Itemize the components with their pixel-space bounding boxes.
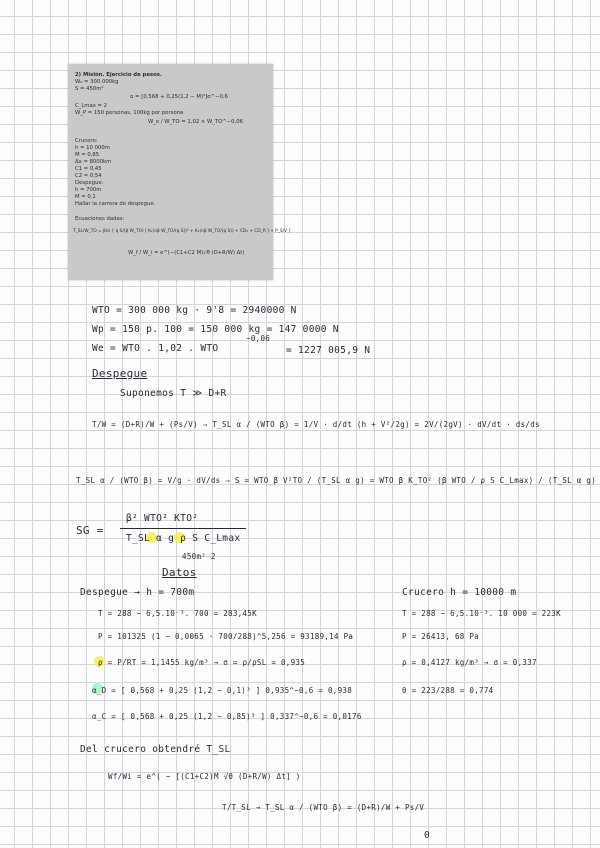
we-formula: W_e / W_TO = 1,02 × W_TO^−0,06 xyxy=(148,119,243,125)
cruise-m: M = 0,85 xyxy=(75,152,100,158)
alpha-takeoff: α_D = [ 0,568 + 0,25 (1,2 − 0,1)³ ] 0,935^−0,6 = 0,938 xyxy=(92,686,353,695)
cruise-dx: Δx = 8000km xyxy=(75,159,112,165)
cruise-c2: C2 = 0,54 xyxy=(75,173,102,179)
thrust-relation: T/T_SL → T_SL α / (WTO β) = (D+R)/W + Ps/V xyxy=(222,803,425,812)
alpha-formula: α = [0,568 + 0,25(1,2 − M)³]σ^−0,6 xyxy=(130,94,228,100)
eq-fuel: W_f / W_i = e^(−(C1+C2 M)√θ (D+R/W) Δt) xyxy=(128,250,245,256)
ask: Hallar la carrera de despegue. xyxy=(75,201,156,207)
wp-line: Wp = 150 p. 100 = 150 000 kg = 147 0000 N xyxy=(92,324,339,335)
sg-label: SG = xyxy=(76,524,104,537)
takeoff-m: M = 0,1 xyxy=(75,194,96,200)
sg-fraction-bar xyxy=(120,528,246,529)
fuel-fraction-equation: Wf/Wi = e^( − [(C1+C2)M √θ (D+R/W) Δt] ) xyxy=(108,772,301,781)
sg-numerator: β² WTO² KTO² xyxy=(126,513,199,524)
equation-energy: T/W = (D+R)/W + (Ps/V) ⇒ T_SL α / (WTO β) = 1/V · d/dt (h + V²/2g) = 2V/(2gV) · dV/dt · ds/ds xyxy=(92,420,540,429)
section-datos: Datos xyxy=(162,566,197,579)
temp-cruise: T = 288 − 6,5.10⁻³. 10 000 = 223K xyxy=(402,609,561,618)
cruise-altitude: Crucero h = 10000 m xyxy=(402,587,517,598)
cruise-c1: C1 = 0,45 xyxy=(75,166,102,172)
we-result: = 1227 005,9 N xyxy=(286,345,371,356)
density-cruise: ρ = 0,4127 kg/m³ → σ = 0,337 xyxy=(402,658,537,667)
we-line: We = WTO . 1,02 . WTO xyxy=(92,343,219,354)
problem-statement-photo xyxy=(68,64,292,280)
tsl-heading: Del crucero obtendré T_SL xyxy=(80,744,231,755)
cruise-title: Crucero: xyxy=(75,138,98,144)
takeoff-h: h = 700m xyxy=(75,187,102,193)
pressure-cruise: P = 26413, 68 Pa xyxy=(402,632,480,641)
alpha-cruise: α_C = [ 0,568 + 0,25 (1,2 − 0,85)³ ] 0,337^−0,6 = 0,0176 xyxy=(92,712,362,721)
theta-cruise: θ = 223/288 = 0,774 xyxy=(402,686,494,695)
zero-term: 0 xyxy=(424,830,431,841)
density-takeoff: ρ = P/RT = 1,1455 kg/m³ → σ = ρ/ρSL = 0,935 xyxy=(98,658,306,667)
wto-line: WTO = 300 000 kg · 9'8 = 2940000 N xyxy=(92,305,297,316)
eq-title: Ecuaciones dadas: xyxy=(75,216,125,222)
cruise-h: h = 10 000m xyxy=(75,145,110,151)
takeoff-title: Despegue: xyxy=(75,180,104,186)
section-despegue: Despegue xyxy=(92,367,148,380)
eq-tsl: T_SL/W_TO = β/α { q S/(β W_TO) [ K₁(nβ W_TO/(q S))² + K₂(nβ W_TO/(q S)) + CD₀ + CD_R ] + P_S/V } xyxy=(73,229,292,234)
given-s: S = 450m² xyxy=(75,86,104,92)
takeoff-altitude: Despegue → h = 700m xyxy=(80,587,195,598)
assumption: Suponemos T ≫ D+R xyxy=(120,388,227,399)
equation-distance: T_SL α / (WTO β) = V/g · dV/ds ⇒ S = WTO β V²TO / (T_SL α g) = WTO β K_TO² (β WTO / ρ S C_Lmax) / (T_SL α g) xyxy=(76,476,597,485)
cl-max: C_Lmax = 2 xyxy=(75,103,108,109)
temp-takeoff: T = 288 − 6,5.10⁻³. 700 = 283,45K xyxy=(98,609,257,618)
given-wto: W₀ = 300 000kg xyxy=(75,79,119,85)
sg-denominator: T_SL α g ρ S C_Lmax xyxy=(126,533,241,544)
payload: W_P = 150 personas, 100kg por persona xyxy=(75,110,184,116)
we-exponent: −0,06 xyxy=(246,334,271,343)
sg-subnote: 450m² 2 xyxy=(182,552,216,561)
pressure-takeoff: P = 101325 (1 − 0,0065 · 700/288)^5,256 = 93189,14 Pa xyxy=(98,632,354,641)
problem-title: 2) Misión. Ejercicio de pesos. xyxy=(75,72,162,78)
